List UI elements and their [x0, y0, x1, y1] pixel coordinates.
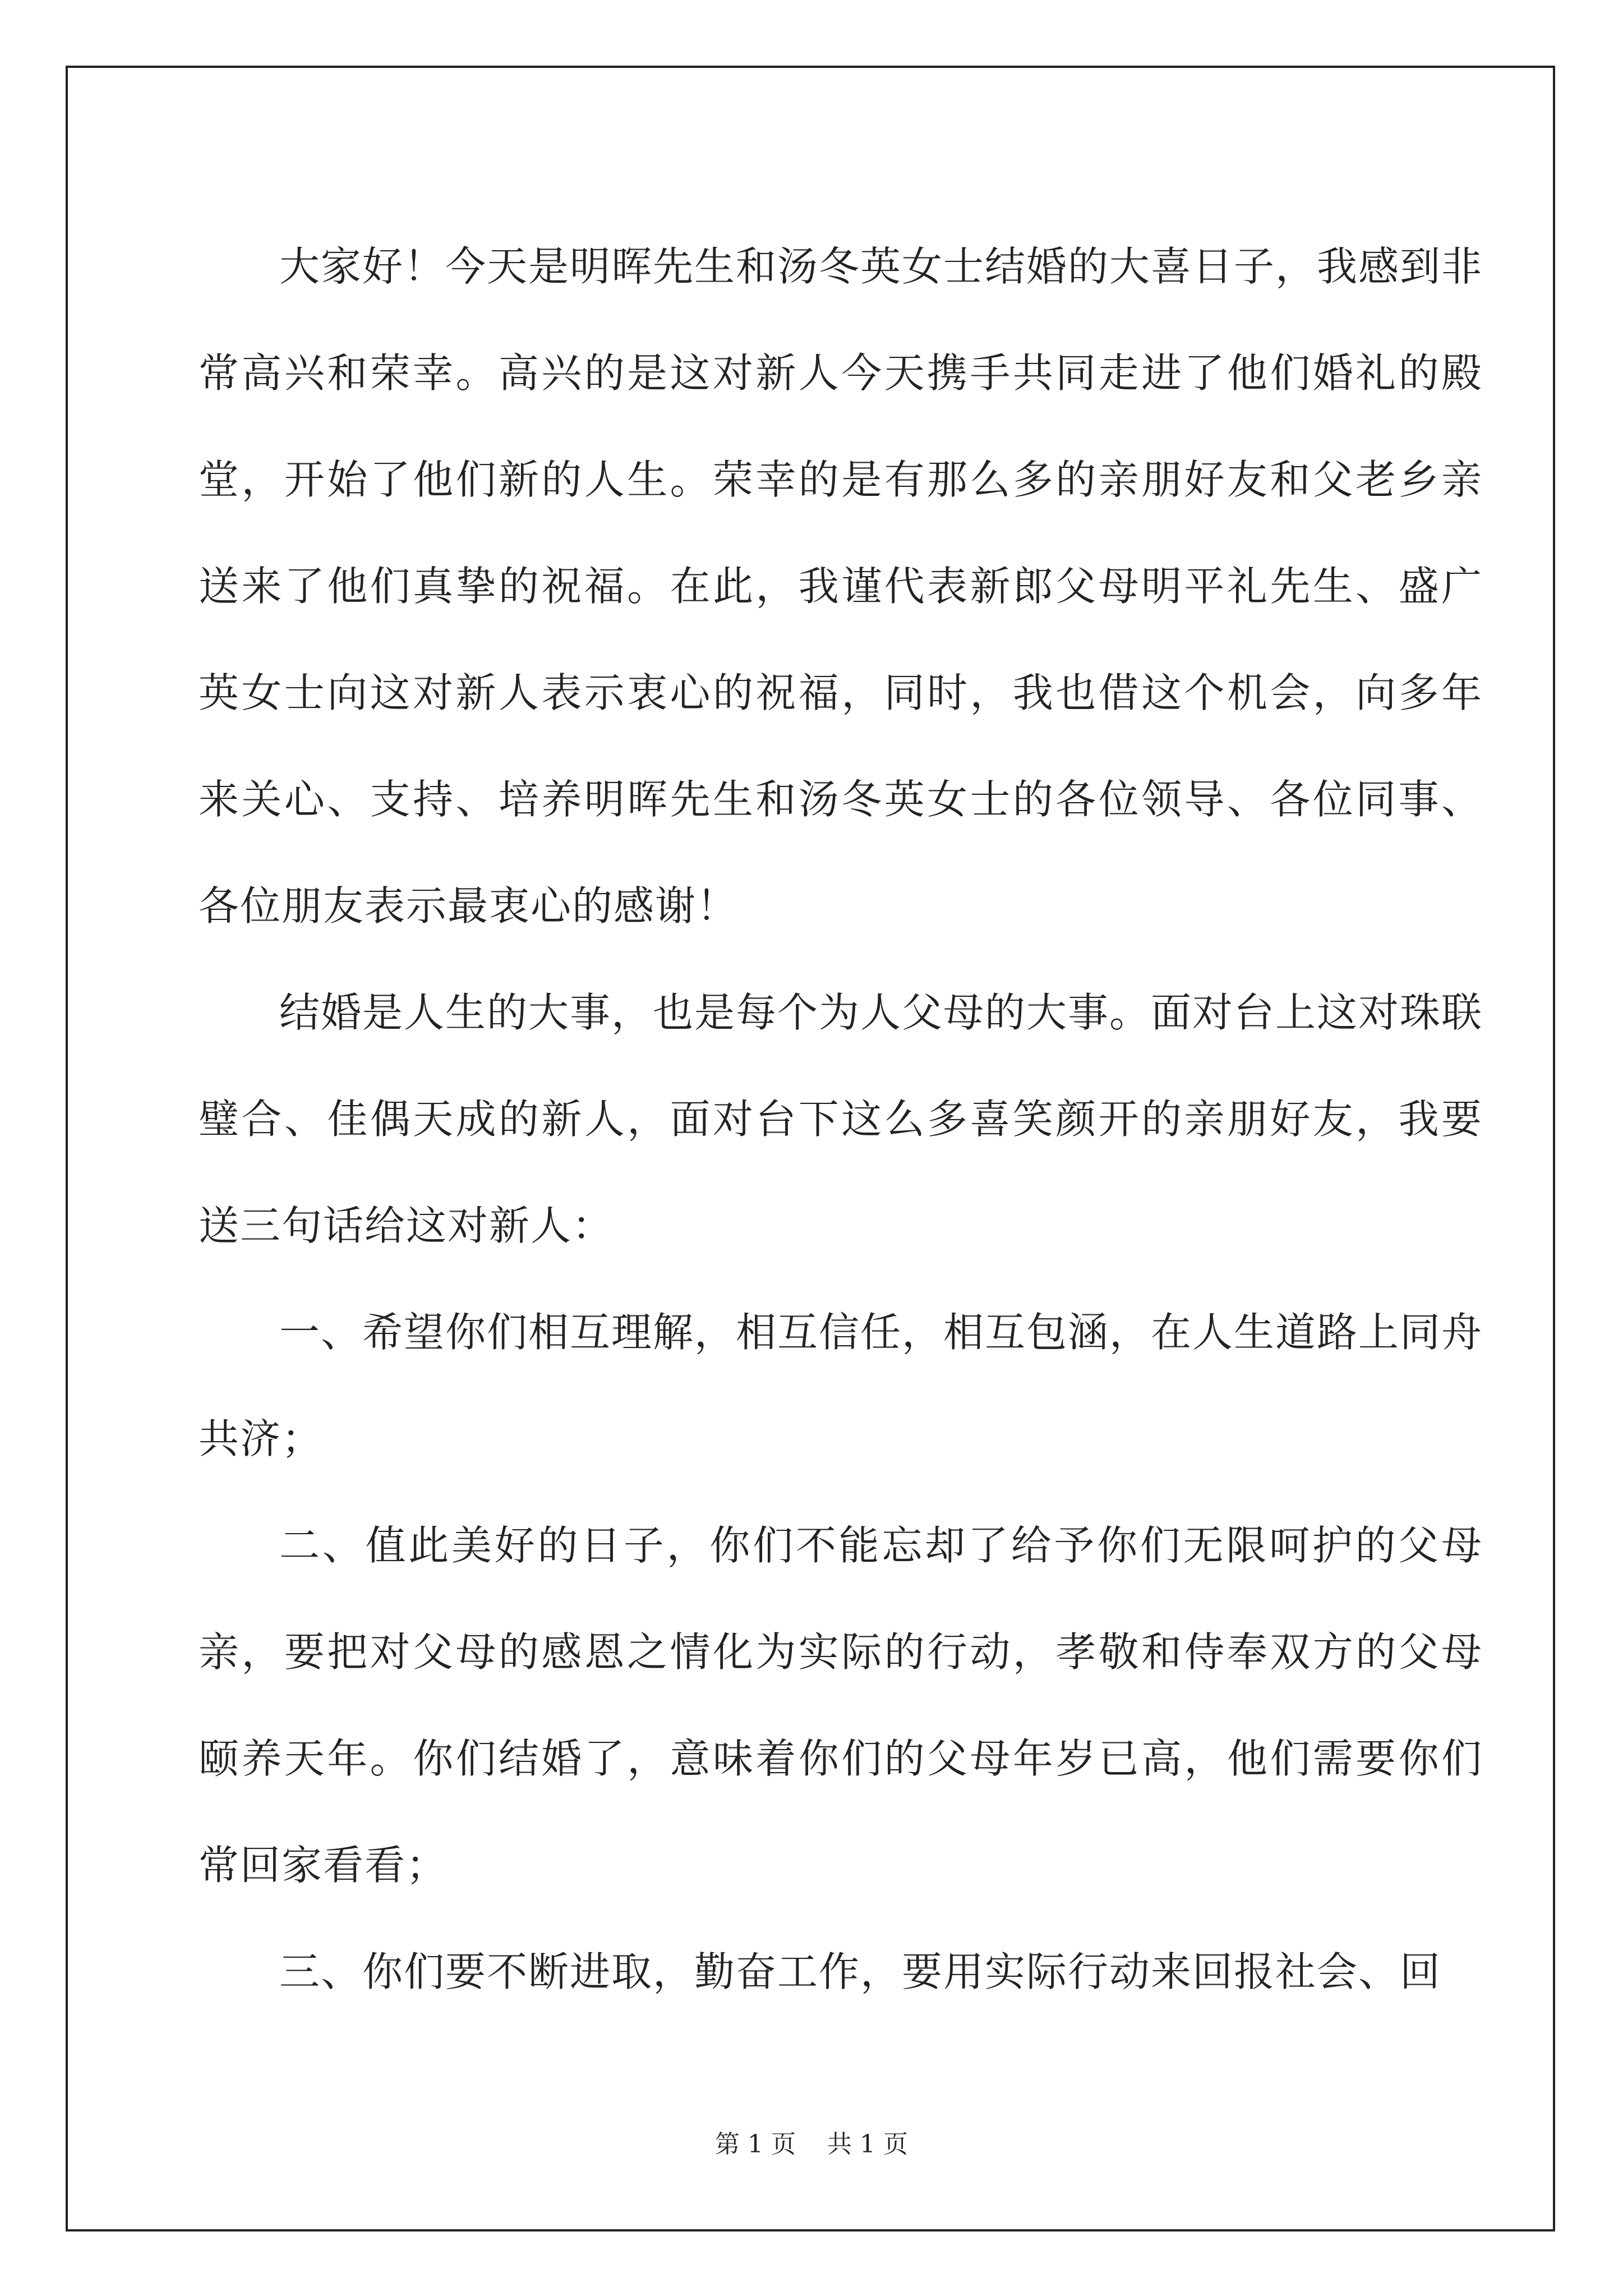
paragraph-wish-two: 二、值此美好的日子，你们不能忘却了给予你们无限呵护的父母亲，要把对父母的感恩之情化为实际的行动，孝敬和侍奉双方的父母颐养天年。你们结婚了，意味着你们的父母年岁已高，他们需要你们常回家看看；: [199, 1522, 1483, 1889]
page-footer: [0, 2124, 1623, 2160]
paragraph-greeting: 大家好！今天是明晖先生和汤冬英女士结婚的大喜日子，我感到非常高兴和荣幸。高兴的是这对新人今天携手共同走进了他们婚礼的殿堂，开始了他们新的人生。荣幸的是有那么多的亲朋好友和父老乡亲送来了他们真挚的祝福。在此，我谨代表新郎父母明平礼先生、盛广英女士向这对新人表示衷心的祝福，同时，我也借这个机会，向多年来关心、支持、培养明晖先生和汤冬英女士的各位领导、各位同事、各位朋友表示最衷心的感谢！: [199, 243, 1483, 930]
paragraph-wish-three: 三、你们要不断进取，勤奋工作，要用实际行动来回报社会、回: [279, 1948, 1442, 1995]
paragraph-wish-one: 一、希望你们相互理解，相互信任，相互包涵，在人生道路上同舟共济；: [199, 1309, 1483, 1462]
document-body: [199, 213, 1483, 2025]
page-number: 第 1 页: [715, 2130, 796, 2159]
page-total: 共 1 页: [827, 2130, 908, 2159]
paragraph-marriage: 结婚是人生的大事，也是每个为人父母的大事。面对台上这对珠联璧合、佳偶天成的新人，面对台下这么多喜笑颜开的亲朋好友，我要送三句话给这对新人：: [199, 989, 1483, 1249]
